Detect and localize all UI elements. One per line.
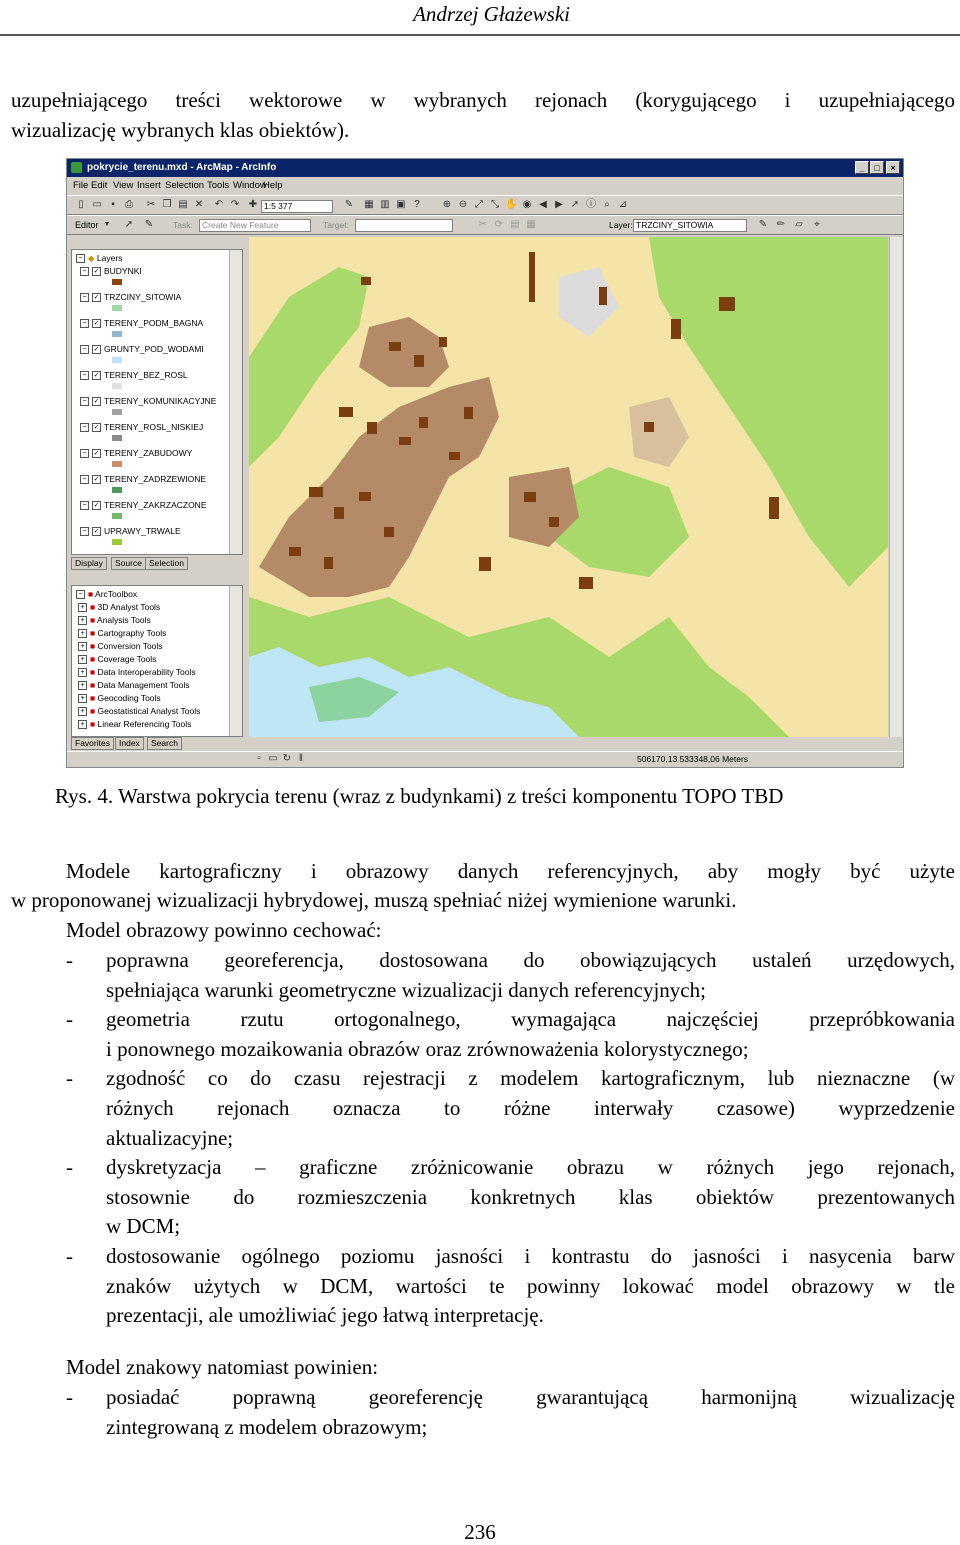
layer-item[interactable] [80,396,216,406]
bullet-line: poprawna georeferencja, dostosowana do obowiązujących ustaleń urzędowych, [106,948,955,972]
layer-visibility-checkbox[interactable]: ✓ [93,294,100,302]
layer-item[interactable] [80,344,204,354]
layer-item[interactable] [80,500,207,510]
bullet-line: aktualizacyjne; [106,1125,234,1150]
bullet-line: różnych rejonach oznacza to różne interwały czasowe) wyprzedzenie [106,1096,955,1120]
layout-view-icon[interactable]: ▭ [268,753,278,764]
toolbox-icon: ■ [90,680,98,690]
print-icon[interactable]: ⎙ [125,199,133,210]
layer-item[interactable] [80,370,188,380]
expand-icon[interactable]: + [78,681,87,690]
bullet-dash: - [66,1385,73,1409]
toolbox-icon: ■ [90,706,98,716]
layer-item[interactable] [80,448,192,458]
layer-visibility-checkbox[interactable]: ✓ [93,502,100,510]
layers-icon: ◆ [88,253,95,263]
building [289,547,301,556]
toolbox-icon: ■ [88,589,94,599]
layer-swatch [112,383,122,389]
status-bar [67,751,903,768]
toc-root[interactable] [76,253,122,264]
layer-label: GRUNTY_POD_WODAMI [104,344,204,354]
toolbox-item[interactable] [78,654,156,664]
back-icon[interactable]: ◀ [539,199,547,210]
bullet-dash: - [66,1244,73,1268]
layer-item[interactable] [80,526,181,536]
menu-item[interactable]: Edit [91,180,108,191]
building [419,417,428,428]
app-icon [71,162,82,173]
layer-label: TERENY_BEZ_ROSL [104,370,188,380]
help-icon[interactable]: ? [414,199,420,210]
toolbox-icon: ■ [90,667,98,677]
toolbox-item-label: Data Interoperability Tools [97,667,196,677]
pause-icon[interactable]: ‖ [298,753,304,764]
toolbox-scrollbar[interactable] [229,586,242,736]
para2-lead: Model obrazowy powinno cechować: [66,918,382,942]
running-header [0,2,960,27]
split-icon[interactable]: ✂ [478,219,488,230]
toc-icon[interactable]: ▦ [364,199,374,210]
expand-icon[interactable]: + [78,629,87,638]
toolbox-item-label: Geocoding Tools [97,693,161,703]
toolbox-icon: ■ [90,693,98,703]
map-view[interactable] [249,237,888,737]
toolbox-item-label: Geostatistical Analyst Tools [97,706,201,716]
standard-toolbar [67,195,903,215]
building [719,297,735,311]
status-coordinates: 506170,13 533348,06 Meters [637,754,749,764]
building [339,407,353,417]
bullet-line: geometria rzutu ortogonalnego, wymagająca najczęściej przepróbkowania [106,1007,955,1032]
para3-lead: Model znakowy natomiast powinien: [66,1355,379,1379]
target-label: Target: [323,220,349,230]
layer-swatch [112,409,122,415]
open-icon[interactable]: ▭ [92,199,102,210]
toolbox-icon[interactable]: ▥ [380,199,390,210]
layer-visibility-checkbox[interactable]: ✓ [93,450,100,458]
building [399,437,411,445]
para1-line-2: w proponowanej wizualizacji hybrydowej, muszą spełniać niżej wymienione warunki. [11,888,737,912]
bullet-line: zgodność co do czasu rejestracji z modelem kartograficznym, lub nieznaczne (w [106,1066,955,1091]
bullet-dash: - [66,1155,73,1180]
expand-icon[interactable]: + [78,603,87,612]
rotate-icon[interactable]: ⟳ [494,219,504,230]
toolbox-item[interactable] [78,693,161,703]
toolbox-item[interactable] [78,628,166,638]
pan-icon[interactable]: ✋ [505,199,518,210]
copy-icon[interactable]: ❐ [162,199,172,210]
toolbox-item-label: Analysis Tools [97,615,151,625]
building [599,287,607,305]
editor-toolbar-icon[interactable]: ✎ [344,199,354,210]
layer-item[interactable] [80,474,206,484]
toolbox-item[interactable] [78,667,196,677]
layer-swatch [112,487,122,493]
land-cover-map [249,237,888,737]
page-number: 236 [464,1520,496,1544]
identify-icon[interactable]: ⓘ [586,199,596,210]
refresh-icon[interactable]: ↻ [282,753,292,764]
toolbox-item-label: Conversion Tools [97,641,163,651]
intro-line-2: wizualizację wybranych klas obiektów). [11,118,350,142]
bullet-line: dostosowanie ogólnego poziomu jasności i kontrastu do jasności i nasycenia barw [106,1244,955,1268]
building [359,492,371,501]
edit-arrow-icon[interactable]: ➚ [124,219,134,230]
attributes-icon[interactable]: ▤ [510,219,520,230]
building [549,517,559,527]
toolbox-tab[interactable]: Index [115,737,144,750]
toc-tab[interactable]: Selection [145,557,188,570]
bullet-line: znaków użytych w DCM, wartości te powinny lokować model obrazowy w tle [106,1273,955,1298]
layer-swatch [112,279,122,285]
layer-visibility-checkbox[interactable]: ✓ [93,268,100,276]
layer-label: TERENY_ZAKRZACZONE [104,500,207,510]
collapse-icon[interactable]: − [80,371,89,380]
forward-icon[interactable]: ▶ [555,199,563,210]
building [524,492,536,502]
arctoolbox-panel [71,585,243,737]
building [769,497,779,519]
toolbox-item[interactable] [78,615,151,625]
collapse-icon[interactable]: − [80,423,89,432]
layer-visibility-checkbox[interactable]: ✓ [93,476,100,484]
bullet-dash: - [66,1007,73,1032]
expand-icon[interactable]: + [78,668,87,677]
maximize-button[interactable]: □ [870,161,884,174]
bullet-line: spełniająca warunki geometryczne wizualizacji danych referencyjnych; [106,977,706,1002]
delete-icon[interactable]: ✕ [194,199,204,210]
add-data-icon[interactable]: ✚ [248,199,258,210]
bullet-dash: - [66,948,73,972]
collapse-icon[interactable]: − [76,590,85,599]
layer-label: UPRAWY_TRWALE [104,526,181,536]
reshape-icon[interactable]: ▱ [795,219,803,230]
menu-item[interactable]: Insert [137,180,161,191]
layer-visibility-checkbox[interactable]: ✓ [93,372,100,380]
layer-visibility-checkbox[interactable]: ✓ [93,424,100,432]
layer-combo[interactable] [633,219,747,232]
bullet-line: stosownie do rozmieszczenia konkretnych klas obiektów prezentowanych [106,1184,955,1209]
layer-swatch [112,513,122,519]
zoom-in-icon[interactable]: ⊕ [442,199,452,210]
menu-item[interactable]: Tools [207,180,230,191]
building [334,507,344,519]
building [449,452,460,460]
building [464,407,473,419]
toolbox-tab[interactable]: Search [147,737,182,750]
sketch-properties-icon[interactable]: ▦ [526,219,536,230]
author-name: Andrzej Głażewski [413,2,570,26]
toc-root-label: Layers [96,253,123,263]
collapse-icon[interactable]: − [76,254,85,263]
save-icon[interactable]: ▪ [111,199,115,210]
scale-value: 1:5 377 [264,201,293,211]
menu-item[interactable]: Selection [165,180,205,191]
layer-value: TRZCINY_SITOWIA [636,220,714,230]
layer-label: TERENY_ZADRZEWIONE [104,474,207,484]
layer-label: TERENY_ROSL_NISKIEJ [104,422,204,432]
bullet-line: dyskretyzacja – graficzne zróżnicowanie obrazu w różnych jego rejonach, [106,1155,955,1180]
bullet-line: posiadać poprawną georeferencję gwarantującą harmonijną wizualizację [106,1385,955,1409]
sketch-pencil-icon[interactable]: ✎ [144,219,154,230]
layer-visibility-checkbox[interactable]: ✓ [93,320,100,328]
layer-swatch [112,331,122,337]
para1-line-1: Modele kartograficzny i obrazowy danych referencyjnych, aby mogły być użyte [66,859,955,883]
layer-label: TERENY_KOMUNIKACYJNE [104,396,217,406]
toolbox-root-label: ArcToolbox [95,589,138,599]
toolbox-icon: ■ [90,641,98,651]
layer-visibility-checkbox[interactable]: ✓ [93,398,100,406]
toolbox-item[interactable] [78,602,160,612]
menu-item[interactable]: Window [233,180,267,191]
new-icon[interactable]: ▯ [78,199,84,210]
table-of-contents [71,249,243,555]
bullet-dash: - [66,1066,73,1091]
toolbox-icon: ■ [90,602,98,612]
undo-icon[interactable]: ↶ [214,199,224,210]
building [529,252,535,302]
toolbox-item[interactable] [78,706,200,716]
task-combo[interactable] [199,219,311,232]
toolbox-item-label: Data Management Tools [97,680,190,690]
cut-icon[interactable]: ✂ [146,199,156,210]
intro-line-1: uzupełniającego treści wektorowe w wybranych rejonach (korygującego i uzupełniającego [11,88,955,112]
find-icon[interactable]: ⌕ [604,199,610,210]
layer-swatch [112,461,122,467]
expand-icon[interactable]: + [78,694,87,703]
layer-swatch [112,435,122,441]
figure-caption: Rys. 4. Warstwa pokrycia terenu (wraz z budynkami) z treści komponentu TOPO TBD [55,784,784,808]
layer-visibility-checkbox[interactable]: ✓ [93,528,100,536]
building [309,487,323,497]
building [644,422,654,432]
toolbox-item[interactable] [78,680,189,690]
menu-bar [67,178,903,193]
full-extent-icon[interactable]: ◉ [522,199,532,210]
layer-visibility-checkbox[interactable]: ✓ [93,346,100,354]
paste-icon[interactable]: ▤ [178,199,188,210]
toc-tab[interactable]: Source [111,557,146,570]
menu-item[interactable]: File [73,180,89,191]
task-label: Task: [173,220,193,230]
expand-icon[interactable]: + [78,642,87,651]
toolbox-item[interactable] [78,719,191,729]
building [389,342,401,351]
toolbox-icon: ■ [90,628,98,638]
task-value: Create New Feature [202,220,279,230]
toolbox-item[interactable] [78,641,163,651]
layer-item[interactable] [80,292,181,302]
close-button[interactable]: × [886,161,900,174]
measure-icon[interactable]: ⊿ [618,199,628,210]
collapse-icon[interactable]: − [80,397,89,406]
layer-item[interactable] [80,422,203,432]
building [479,557,491,571]
toolbox-icon: ■ [90,719,98,729]
expand-icon[interactable]: + [78,655,87,664]
sketch-tool-icon[interactable]: ✏ [776,219,786,230]
georef-icon[interactable]: ⌖ [814,219,820,230]
data-view-icon[interactable]: ▫ [257,753,261,764]
toolbox-item-label: Cartography Tools [97,628,167,638]
expand-icon[interactable]: + [78,616,87,625]
toc-tab[interactable]: Display [71,557,107,570]
collapse-icon[interactable]: − [80,345,89,354]
toolbox-root[interactable] [76,589,137,599]
collapse-icon[interactable]: − [80,319,89,328]
chevron-down-icon: ▼ [103,221,111,228]
building [367,422,377,434]
collapse-icon[interactable]: − [80,527,89,536]
bullet-line: prezentacji, ale umożliwiać jego łatwą interpretację. [106,1303,544,1328]
building [579,577,593,589]
toolbox-item-label: Linear Referencing Tools [97,719,192,729]
fixed-zoom-in-icon[interactable]: ⤢ [475,199,483,210]
editor-menu[interactable]: Editor [75,220,99,230]
toolbox-item-label: Coverage Tools [97,654,157,664]
layer-swatch [112,305,122,311]
fixed-zoom-out-icon[interactable]: ⤡ [491,199,499,210]
window-title: pokrycie_terenu.mxd - ArcMap - ArcInfo [87,162,277,173]
layer-swatch [112,539,122,545]
toolbox-icon: ■ [90,654,98,664]
expand-icon[interactable]: + [78,707,87,716]
select-icon[interactable]: ➚ [570,199,580,210]
expand-icon[interactable]: + [78,720,87,729]
scale-combo[interactable] [261,200,333,213]
layer-label: BUDYNKI [104,266,142,276]
menu-item[interactable]: Help [263,180,283,191]
toolbox-item-label: 3D Analyst Tools [97,602,161,612]
layer-item[interactable] [80,318,203,328]
collapse-icon[interactable]: − [80,267,89,276]
collapse-icon[interactable]: − [80,449,89,458]
bullet-line: i ponownego mozaikowania obrazów oraz zrównoważenia kolorystycznego; [106,1036,749,1061]
target-combo[interactable] [355,219,453,232]
zoom-out-icon[interactable]: ⊖ [458,199,468,210]
building [384,527,394,537]
layer-label: TRZCINY_SITOWIA [104,292,182,302]
layer-label: TERENY_PODM_BAGNA [104,318,204,328]
arcmap-screenshot [66,158,904,768]
editor-toolbar [67,215,903,235]
command-line-icon[interactable]: ▣ [396,199,406,210]
collapse-icon[interactable]: − [80,501,89,510]
layer-item[interactable] [80,266,142,276]
collapse-icon[interactable]: − [80,293,89,302]
bullet-line: zintegrowaną z modelem obrazowym; [106,1414,428,1439]
layer-label: Layer: [609,220,633,230]
layer-label: TERENY_ZABUDOWY [104,448,193,458]
collapse-icon[interactable]: − [80,475,89,484]
menu-item[interactable]: View [113,180,134,191]
building [414,355,424,367]
toolbox-icon: ■ [90,615,98,625]
map-scrollbar[interactable] [889,237,902,737]
redo-icon[interactable]: ↷ [230,199,240,210]
minimize-button[interactable]: _ [855,161,869,174]
building [671,319,681,339]
building [439,337,447,347]
building [324,557,333,569]
edit-tool-icon[interactable]: ✎ [758,219,768,230]
layer-swatch [112,357,122,363]
toc-scrollbar[interactable] [229,250,242,554]
building [361,277,371,285]
header-rule [0,34,960,36]
toolbox-tab[interactable]: Favorites [71,737,114,750]
window-titlebar [67,159,903,177]
bullet-line: w DCM; [106,1214,181,1239]
